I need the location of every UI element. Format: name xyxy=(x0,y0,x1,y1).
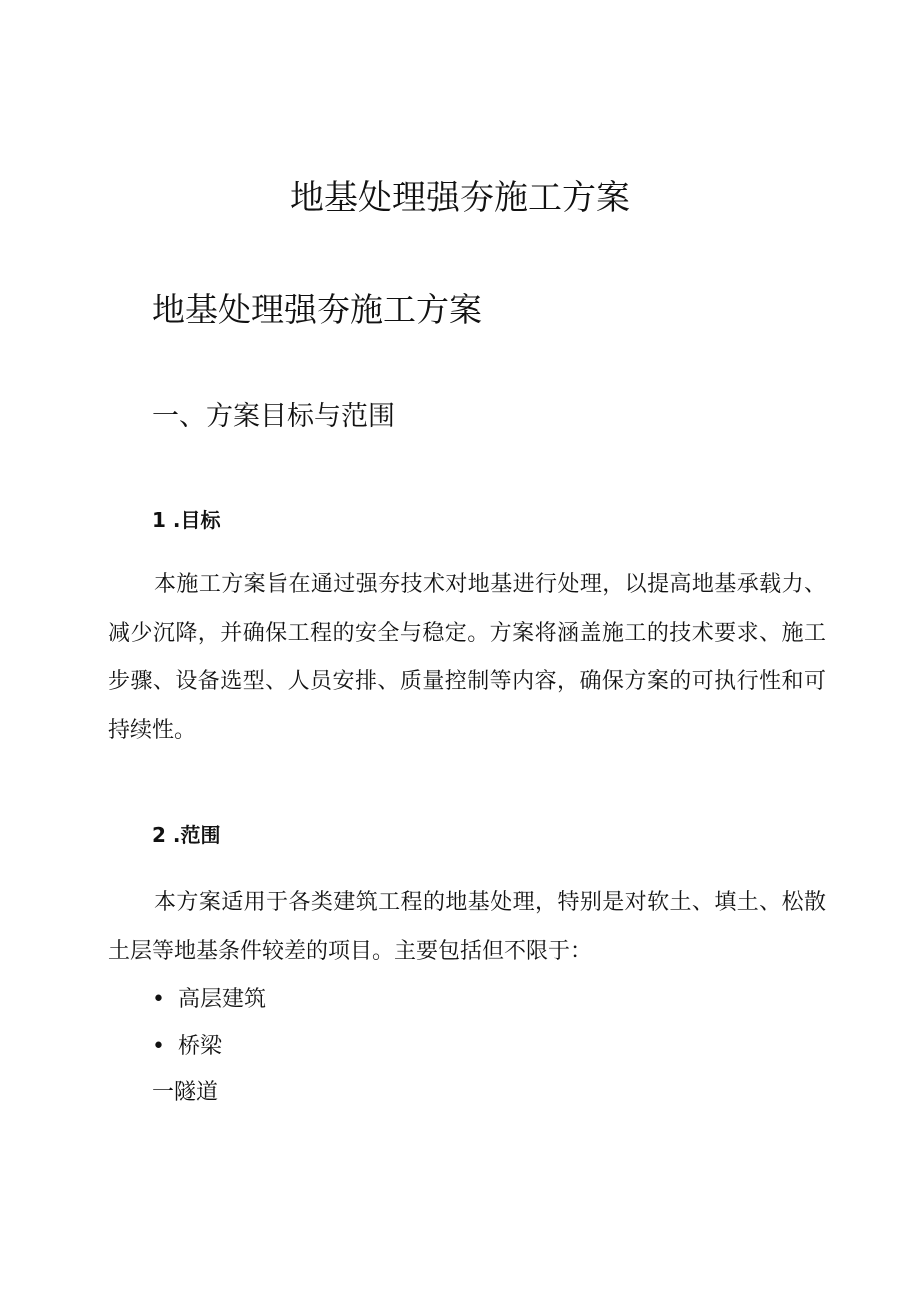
document-title: 地基处理强夯施工方案 xyxy=(290,178,630,218)
goal-paragraph: 本施工方案旨在通过强夯技术对地基进行处理，以提高地基承载力、减少沉降，并确保工程的安全与稳定。方案将涵盖施工的技术要求、施工步骤、设备选型、人员安排、质量控制等内容，确保方案的可执行性和可持续性。 xyxy=(108,572,826,743)
list-item-text: 桥梁 xyxy=(178,1034,223,1059)
list-item xyxy=(152,984,266,1016)
section-heading: 一、方案目标与范围 xyxy=(152,401,395,432)
scope-paragraph: 本方案适用于各类建筑工程的地基处理，特别是对软土、填土、松散土层等地基条件较差的项目。主要包括但不限于： xyxy=(108,890,826,964)
bullet-marker: • xyxy=(152,1034,165,1059)
list-item xyxy=(152,1031,222,1063)
list-item-text: 隧道 xyxy=(174,1080,219,1105)
scope-heading: 2 .范围 xyxy=(152,823,221,847)
goal-heading: 1 .目标 xyxy=(152,508,221,532)
list-item xyxy=(152,1077,218,1109)
main-heading: 地基处理强夯施工方案 xyxy=(152,290,482,329)
bullet-marker: • xyxy=(152,987,165,1012)
list-item-text: 高层建筑 xyxy=(178,987,267,1012)
dash-marker: 一 xyxy=(152,1080,175,1105)
